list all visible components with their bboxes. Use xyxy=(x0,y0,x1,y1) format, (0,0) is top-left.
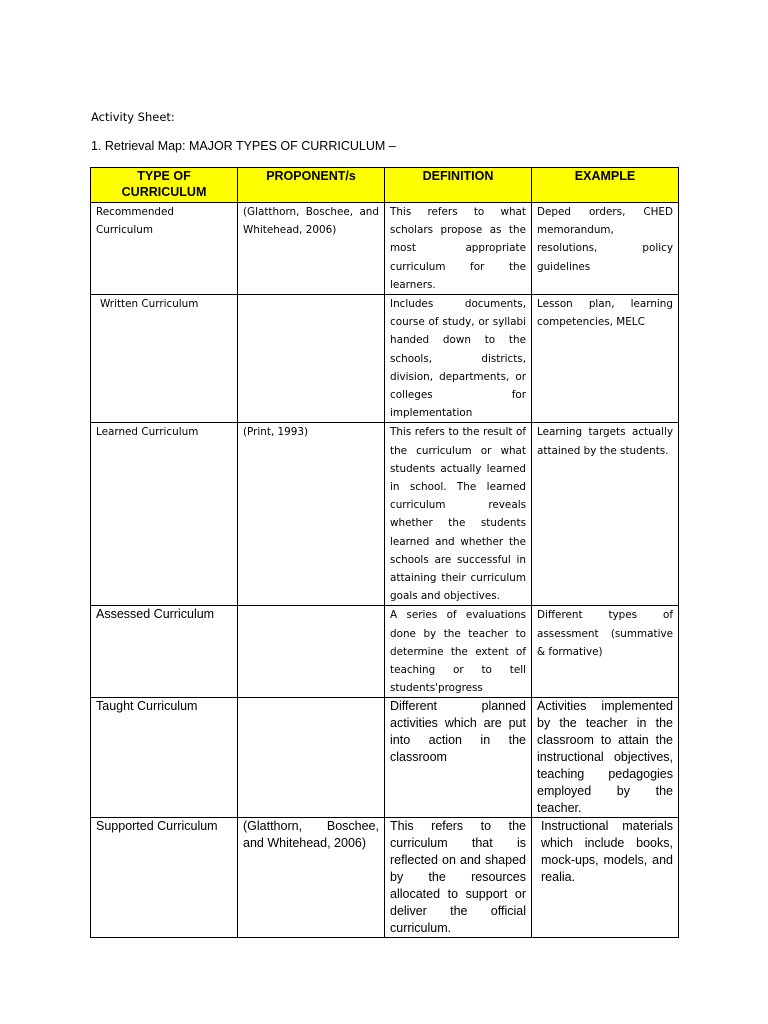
header-type-of-curriculum: TYPE OF CURRICULUM xyxy=(91,168,238,203)
example-cell: Activities implemented by the teacher in the classroom to attain the instructional objectives, teaching pedagogies employed by the teacher. xyxy=(532,698,679,818)
proponent-cell: (Glatthorn, Boschee, and Whitehead, 2006) xyxy=(238,818,385,938)
example-cell: Deped orders, CHED memorandum, resolutions, policy guidelines xyxy=(532,203,679,295)
table-header xyxy=(91,168,679,203)
proponent-cell: (Print, 1993) xyxy=(238,423,385,606)
type-cell: Learned Curriculum xyxy=(91,423,238,606)
example-cell: Different types of assessment (summative & formative) xyxy=(532,606,679,698)
type-cell: Written Curriculum xyxy=(91,295,238,423)
table-row xyxy=(91,606,679,698)
definition-cell: This refers to what scholars propose as the most appropriate curriculum for the learners. xyxy=(385,203,532,295)
proponent-cell xyxy=(238,698,385,818)
type-cell: Recommended Curriculum xyxy=(91,203,238,295)
definition-cell: A series of evaluations done by the teacher to determine the extent of teaching or to tell students'progress xyxy=(385,606,532,698)
definition-cell: This refers to the curriculum that is reflected on and shaped by the resources allocated to support or deliver the official curriculum. xyxy=(385,818,532,938)
activity-sheet-title: Activity Sheet: xyxy=(91,110,175,124)
type-cell: Supported Curriculum xyxy=(91,818,238,938)
type-cell: Assessed Curriculum xyxy=(91,606,238,698)
table-row xyxy=(91,423,679,606)
proponent-cell: (Glatthorn, Boschee, and Whitehead, 2006) xyxy=(238,203,385,295)
definition-cell: This refers to the result of the curriculum or what students actually learned in school. The learned curriculum reveals whether the students learned and whether the schools are successful in attaining their curriculum goals and objectives. xyxy=(385,423,532,606)
table-row xyxy=(91,203,679,295)
curriculum-retrieval-map-table xyxy=(90,167,679,938)
table-header-row xyxy=(91,168,679,203)
table-row xyxy=(91,295,679,423)
table-body xyxy=(91,203,679,938)
example-cell: Instructional materials which include books, mock-ups, models, and realia. xyxy=(532,818,679,938)
header-proponents: PROPONENT/s xyxy=(238,168,385,203)
example-cell: Lesson plan, learning competencies, MELC xyxy=(532,295,679,423)
definition-cell: Includes documents, course of study, or syllabi handed down to the schools, districts, division, departments, or colleges for implementation xyxy=(385,295,532,423)
proponent-cell xyxy=(238,295,385,423)
table-row xyxy=(91,818,679,938)
example-cell: Learning targets actually attained by the students. xyxy=(532,423,679,606)
header-example: EXAMPLE xyxy=(532,168,679,203)
definition-cell: Different planned activities which are put into action in the classroom xyxy=(385,698,532,818)
type-cell: Taught Curriculum xyxy=(91,698,238,818)
table-row xyxy=(91,698,679,818)
retrieval-map-heading: 1. Retrieval Map: MAJOR TYPES OF CURRICULUM – xyxy=(91,139,396,153)
header-definition: DEFINITION xyxy=(385,168,532,203)
proponent-cell xyxy=(238,606,385,698)
